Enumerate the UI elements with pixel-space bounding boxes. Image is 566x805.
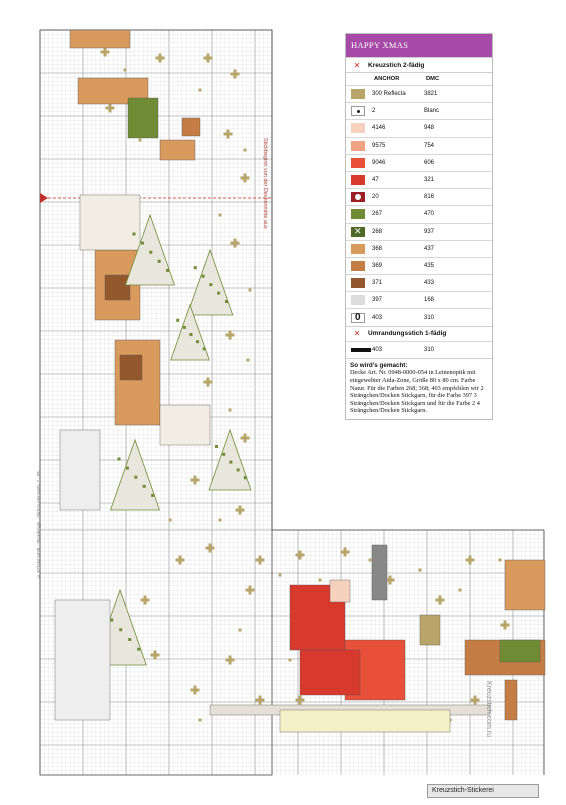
cross-stitch-icon: ✕: [353, 60, 361, 70]
star-icon: [246, 589, 255, 592]
tree-needle-icon: [149, 251, 152, 254]
dmc-value: 321: [424, 177, 435, 184]
legend-row: [346, 154, 492, 171]
snow-dot-icon: [239, 629, 242, 632]
outline-line-icon: [351, 348, 371, 352]
tree-needle-icon: [203, 347, 206, 350]
house-icon: [115, 340, 160, 425]
lantern-post-icon: [372, 545, 387, 600]
tree-needle-icon: [229, 461, 232, 464]
tree-icon: [187, 250, 233, 315]
cross-stitch-icon: ✕: [353, 329, 361, 339]
star-icon: [501, 624, 510, 627]
tree-needle-icon: [183, 326, 186, 329]
santa-coat-icon: [300, 650, 360, 695]
snow-dot-icon: [244, 149, 247, 152]
star-icon: [296, 699, 305, 702]
instructions: [346, 358, 492, 419]
tree-needle-icon: [158, 260, 161, 263]
dmc-value: 948: [424, 125, 435, 132]
santa-face-icon: [330, 580, 350, 602]
legend-title: HAPPY XMAS: [346, 34, 492, 57]
dmc-value: Blanc: [424, 108, 440, 115]
dmc-value: 437: [424, 245, 435, 252]
tree-needle-icon: [194, 266, 197, 269]
tree-needle-icon: [133, 233, 136, 236]
star-icon: [224, 133, 233, 136]
anchor-value: 267: [372, 211, 383, 218]
lantern-icon: [420, 615, 440, 645]
tree-needle-icon: [217, 292, 220, 295]
star-icon: [341, 551, 350, 554]
legend-row: [346, 274, 492, 291]
tree-needle-icon: [118, 458, 121, 461]
dmc-value: 310: [424, 314, 435, 321]
anchor-value: 9046: [372, 159, 386, 166]
legend-row: [346, 119, 492, 136]
star-icon: [191, 689, 200, 692]
star-icon: [101, 51, 110, 54]
snow-dot-icon: [219, 214, 222, 217]
star-icon: [226, 659, 235, 662]
center-marker-icon: [40, 193, 48, 203]
tree-needle-icon: [209, 283, 212, 286]
snow-dot-icon: [229, 409, 232, 412]
snow-dot-icon: [499, 559, 502, 562]
star-icon: [241, 177, 250, 180]
anchor-value: 371: [372, 280, 383, 287]
snow-dot-icon: [249, 289, 252, 292]
snow-dot-icon: [199, 89, 202, 92]
legend-row: [346, 257, 492, 274]
star-icon: [226, 334, 235, 337]
color-swatch-icon: [351, 106, 365, 116]
dmc-value: 3821: [424, 91, 438, 98]
tree-needle-icon: [119, 628, 122, 631]
star-icon: [296, 554, 305, 557]
snow-ground: [60, 430, 100, 510]
tree-needle-icon: [225, 300, 228, 303]
anchor-value: 4146: [372, 125, 386, 132]
col-anchor: ANCHOR: [374, 76, 400, 82]
tree-needle-icon: [141, 242, 144, 245]
color-swatch-icon: [351, 175, 365, 185]
anchor-value: 368: [372, 245, 383, 252]
star-icon: [204, 381, 213, 384]
tree-needle-icon: [202, 275, 205, 278]
color-swatch-icon: ✕: [351, 227, 365, 237]
star-icon: [141, 599, 150, 602]
anchor-value: 403: [372, 346, 383, 353]
reindeer-leg-icon: [505, 680, 517, 720]
reindeer-head-icon: [182, 118, 200, 136]
snow-dot-icon: [139, 139, 142, 142]
star-icon: [471, 699, 480, 702]
star-icon: [466, 559, 475, 562]
tree-needle-icon: [176, 319, 179, 322]
section-label: Umrandungsstich 1-fädig: [368, 330, 447, 338]
star-icon: [231, 242, 240, 245]
roof-icon: [80, 195, 140, 250]
legend-row: [346, 171, 492, 188]
reindeer-icon: [70, 30, 130, 48]
tree-needle-icon: [128, 638, 131, 641]
section-cross-stitch: [346, 57, 492, 72]
snow-dot-icon: [419, 569, 422, 572]
snow-dot-icon: [459, 589, 462, 592]
tree-needle-icon: [143, 485, 146, 488]
snow-dot-icon: [247, 359, 250, 362]
tree-needle-icon: [134, 476, 137, 479]
snow-dot-icon: [124, 69, 127, 72]
snow-dot-icon: [319, 579, 322, 582]
tree-needle-icon: [196, 340, 199, 343]
legend-row: [346, 188, 492, 205]
watermark: Kreuzstich.com.ru: [485, 681, 492, 738]
tree-needle-icon: [151, 494, 154, 497]
dmc-value: 435: [424, 262, 435, 269]
dmc-value: 470: [424, 211, 435, 218]
color-swatch-icon: [351, 244, 365, 254]
star-icon: [176, 559, 185, 562]
tree-needle-icon: [244, 476, 247, 479]
color-swatch-icon: 0: [351, 313, 365, 323]
dmc-value: 606: [424, 159, 435, 166]
legend-row: [346, 291, 492, 308]
star-icon: [436, 599, 445, 602]
star-icon: [151, 654, 160, 657]
dmc-value: 754: [424, 142, 435, 149]
legend-row: [346, 205, 492, 222]
harness-icon: [500, 640, 540, 662]
tree-needle-icon: [110, 619, 113, 622]
dmc-value: 310: [424, 346, 435, 353]
instructions-text: Decke Art. Nr. 0948-0000-054 in Leinenoptik mit eingewebter Aida-Zone, Größe 80 x 80 cm. Farbe Natur. Für die Farben 268; 368; 403 empfehlen wir 2 Strängchen/Docken Stickgarn, für die Farbe 397 3 Strängchen/Docken Stickgarn und für die Farbe 2 4 Strängchen/Docken Stickgarn.: [350, 369, 484, 415]
star-icon: [191, 479, 200, 482]
anchor-value: 403: [372, 314, 383, 321]
dmc-value: 433: [424, 280, 435, 287]
legend-row: [346, 223, 492, 240]
snow-ground: [55, 600, 110, 720]
legend-row: [346, 137, 492, 154]
color-swatch-icon: [351, 141, 365, 151]
window-icon: [105, 275, 130, 300]
sleigh-icon: [128, 98, 158, 138]
section-outline-stitch: [346, 326, 492, 341]
snow-dot-icon: [219, 519, 222, 522]
color-legend: [345, 33, 493, 420]
anchor-value: 300 Reflecta: [372, 91, 406, 98]
reindeer-icon: [160, 140, 195, 160]
tree-needle-icon: [126, 467, 129, 470]
tree-needle-icon: [189, 333, 192, 336]
tree-needle-icon: [215, 445, 218, 448]
sleigh-runner-icon: [280, 710, 450, 732]
legend-row: [346, 240, 492, 257]
reindeer-icon: [505, 560, 545, 610]
anchor-value: 9575: [372, 142, 386, 149]
tree-needle-icon: [237, 468, 240, 471]
star-icon: [241, 437, 250, 440]
star-icon: [256, 559, 265, 562]
anchor-value: 369: [372, 262, 383, 269]
color-swatch-icon: [351, 278, 365, 288]
legend-row: [346, 102, 492, 119]
color-swatch-icon: [351, 295, 365, 305]
tree-needle-icon: [222, 453, 225, 456]
color-swatch-icon: [351, 192, 365, 202]
legend-row-outline: [346, 341, 492, 358]
star-icon: [106, 107, 115, 110]
anchor-value: 2: [372, 108, 376, 115]
star-icon: [256, 699, 265, 702]
legend-rows: [346, 85, 492, 326]
anchor-value: 268: [372, 228, 383, 235]
star-icon: [206, 547, 215, 550]
color-swatch-icon: [351, 261, 365, 271]
copyright-note: © RZ/ANCHOR · Stickdesign · Stickmuster-Motiv 2 · 09-: [36, 470, 41, 580]
star-icon: [156, 57, 165, 60]
anchor-value: 20: [372, 194, 379, 201]
legend-row: [346, 308, 492, 325]
color-swatch-icon: [351, 158, 365, 168]
section-label: Kreuzstich 2-fädig: [368, 61, 425, 69]
snow-dot-icon: [279, 574, 282, 577]
snow-dot-icon: [169, 519, 172, 522]
footer-label: Kreuzstich-Stickerei: [427, 784, 539, 798]
col-dmc: DMC: [426, 76, 440, 82]
house-icon: [160, 405, 210, 445]
snow-dot-icon: [289, 659, 292, 662]
legend-column-headers: [346, 72, 492, 85]
color-swatch-icon: [351, 89, 365, 99]
legend-row: [346, 85, 492, 102]
tree-icon: [111, 440, 160, 510]
dmc-value: 937: [424, 228, 435, 235]
anchor-value: 47: [372, 177, 379, 184]
tree-needle-icon: [166, 269, 169, 272]
window-icon: [120, 355, 142, 380]
dmc-value: 168: [424, 297, 435, 304]
stitch-start-note: Stickbeginn von der Deckenmitte aus: [262, 138, 268, 229]
anchor-value: 397: [372, 297, 383, 304]
star-icon: [204, 57, 213, 60]
snow-dot-icon: [369, 559, 372, 562]
color-swatch-icon: [351, 123, 365, 133]
instructions-title: So wird’s gemacht:: [350, 361, 408, 369]
color-swatch-icon: [351, 209, 365, 219]
snow-dot-icon: [199, 719, 202, 722]
star-icon: [236, 509, 245, 512]
tree-needle-icon: [137, 648, 140, 651]
star-icon: [231, 73, 240, 76]
dmc-value: 816: [424, 194, 435, 201]
